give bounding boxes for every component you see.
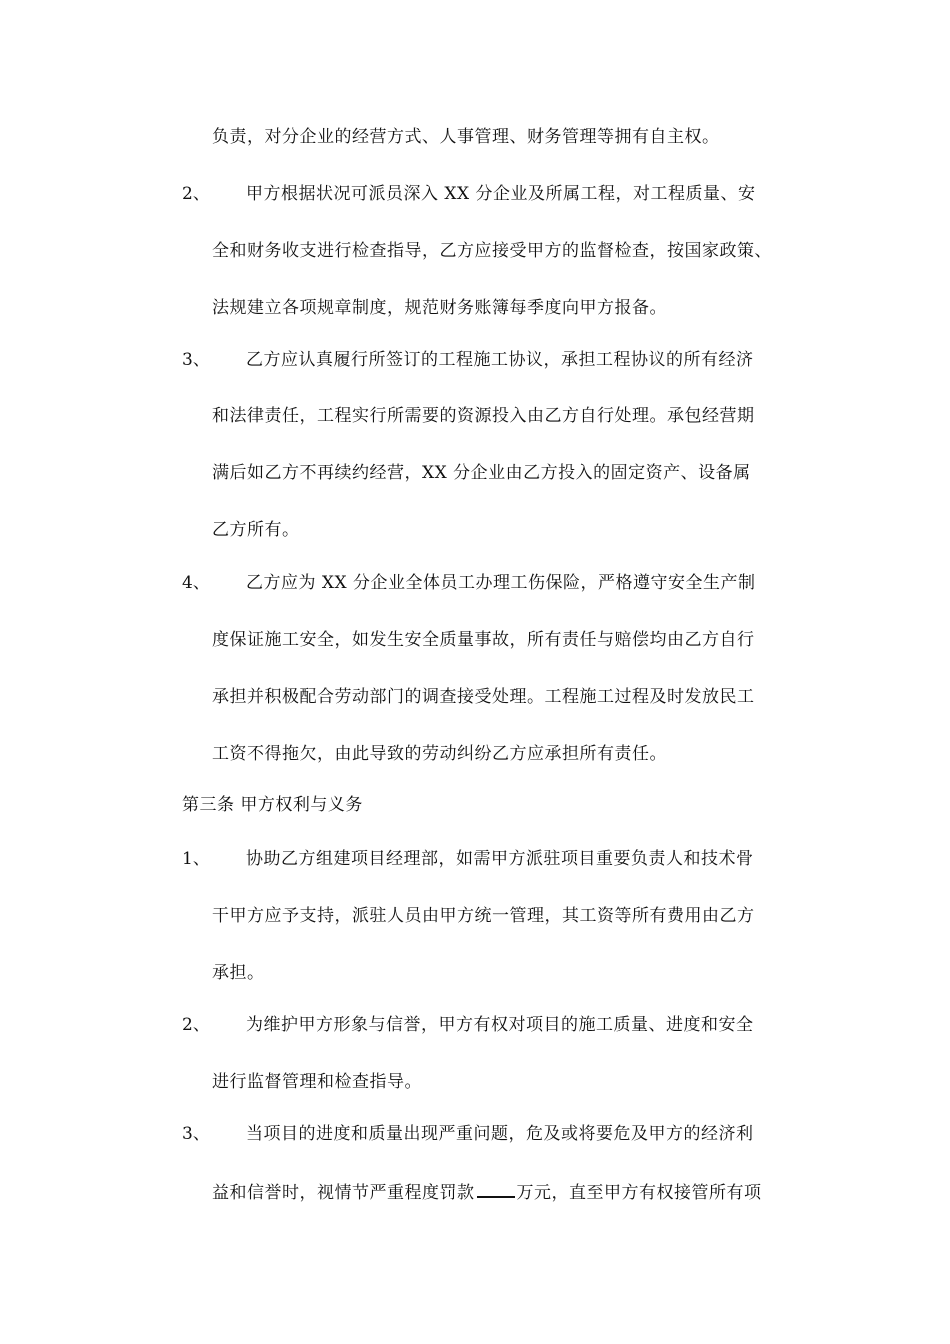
list-number: 3、 xyxy=(182,1124,210,1144)
text-line: 为维护甲方形象与信誉，甲方有权对项目的施工质量、进度和安全 xyxy=(246,1015,754,1035)
fill-in-blank xyxy=(477,1180,515,1198)
text-segment: 益和信誉时，视情节严重程度罚款 xyxy=(212,1183,475,1203)
text-line: 干甲方应予支持，派驻人员由甲方统一管理，其工资等所有费用由乙方 xyxy=(212,906,755,926)
text-line: 甲方根据状况可派员深入 XX 分企业及所属工程，对工程质量、安 xyxy=(246,184,756,204)
text-line: 和法律责任，工程实行所需要的资源投入由乙方自行处理。承包经营期 xyxy=(212,406,755,426)
text-line: 进行监督管理和检查指导。 xyxy=(212,1072,422,1092)
list-number: 3、 xyxy=(182,350,210,370)
list-number: 2、 xyxy=(182,184,210,204)
section-heading: 第三条 甲方权利与义务 xyxy=(182,795,363,815)
text-line-with-blank xyxy=(212,1180,762,1204)
text-line: 乙方应为 XX 分企业全体员工办理工伤保险，严格遵守安全生产制 xyxy=(246,573,756,593)
text-line: 协助乙方组建项目经理部，如需甲方派驻项目重要负责人和技术骨 xyxy=(246,849,754,869)
list-number: 2、 xyxy=(182,1015,210,1035)
text-line: 乙方应认真履行所签订的工程施工协议，承担工程协议的所有经济 xyxy=(246,350,754,370)
text-line: 承担并积极配合劳动部门的调查接受处理。工程施工过程及时发放民工 xyxy=(212,687,755,707)
text-segment: 万元，直至甲方有权接管所有项 xyxy=(516,1183,762,1203)
list-number: 4、 xyxy=(182,573,210,593)
text-line: 负责，对分企业的经营方式、人事管理、财务管理等拥有自主权。 xyxy=(212,127,720,147)
text-line: 度保证施工安全，如发生安全质量事故，所有责任与赔偿均由乙方自行 xyxy=(212,630,755,650)
text-line: 承担。 xyxy=(212,963,265,983)
text-line: 满后如乙方不再续约经营，XX 分企业由乙方投入的固定资产、设备属 xyxy=(212,463,751,483)
text-line: 当项目的进度和质量出现严重问题，危及或将要危及甲方的经济利 xyxy=(246,1124,754,1144)
text-line: 法规建立各项规章制度，规范财务账簿每季度向甲方报备。 xyxy=(212,298,667,318)
text-line: 全和财务收支进行检查指导，乙方应接受甲方的监督检查，按国家政策、 xyxy=(212,241,772,261)
text-line: 工资不得拖欠，由此导致的劳动纠纷乙方应承担所有责任。 xyxy=(212,744,667,764)
list-number: 1、 xyxy=(182,849,210,869)
text-line: 乙方所有。 xyxy=(212,520,300,540)
